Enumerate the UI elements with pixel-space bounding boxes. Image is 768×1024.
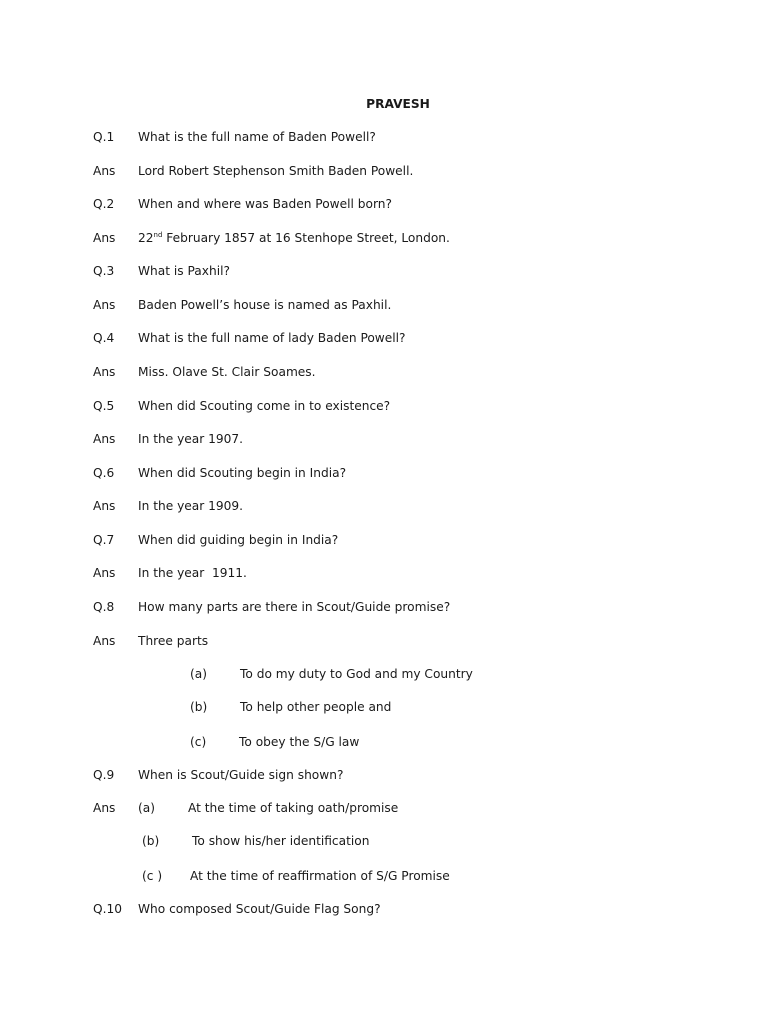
- answer-label: Ans: [93, 432, 116, 446]
- list-marker: (c): [190, 735, 207, 749]
- answer-label: Ans: [93, 499, 116, 513]
- answer-label: Ans: [93, 298, 116, 312]
- answer-text: In the year 1911.: [138, 566, 247, 580]
- answer-text: [138, 231, 450, 245]
- answer-text: Baden Powell’s house is named as Paxhil.: [138, 298, 392, 312]
- question-text: What is Paxhil?: [138, 264, 230, 278]
- question-label: Q.6: [93, 466, 115, 480]
- question-label: Q.1: [93, 130, 115, 144]
- answer-label: Ans: [93, 231, 116, 245]
- question-text: What is the full name of Baden Powell?: [138, 130, 376, 144]
- question-text: What is the full name of lady Baden Powell?: [138, 331, 406, 345]
- list-text: At the time of reaffirmation of S/G Promise: [190, 869, 450, 883]
- answer-label: Ans: [93, 164, 116, 178]
- answer-label: Ans: [93, 634, 116, 648]
- answer-text: Lord Robert Stephenson Smith Baden Powell.: [138, 164, 414, 178]
- question-label: Q.9: [93, 768, 115, 782]
- answer-label: Ans: [93, 365, 116, 379]
- answer-text: Three parts: [138, 634, 209, 648]
- question-text: When is Scout/Guide sign shown?: [138, 768, 344, 782]
- answer-text-rest: February 1857 at 16 Stenhope Street, London.: [162, 231, 450, 245]
- ordinal-suffix: nd: [153, 231, 163, 239]
- question-text: Who composed Scout/Guide Flag Song?: [138, 902, 381, 916]
- document-title: PRAVESH: [366, 97, 430, 111]
- list-text: To show his/her identification: [192, 834, 370, 848]
- list-marker: (b): [190, 700, 208, 714]
- question-text: When did Scouting come in to existence?: [138, 399, 391, 413]
- question-label: Q.4: [93, 331, 115, 345]
- question-text: When did guiding begin in India?: [138, 533, 339, 547]
- question-label: Q.8: [93, 600, 115, 614]
- answer-text: In the year 1909.: [138, 499, 244, 513]
- list-marker: (c ): [142, 869, 163, 883]
- list-text: To obey the S/G law: [239, 735, 360, 749]
- question-label: Q.5: [93, 399, 115, 413]
- answer-label: Ans: [93, 801, 116, 815]
- question-label: Q.3: [93, 264, 115, 278]
- list-text: To help other people and: [240, 700, 392, 714]
- question-label: Q.2: [93, 197, 115, 211]
- list-marker: (b): [142, 834, 160, 848]
- list-marker: (a): [190, 667, 207, 681]
- list-text: To do my duty to God and my Country: [240, 667, 473, 681]
- question-label: Q.7: [93, 533, 115, 547]
- answer-text-day: 22: [138, 231, 154, 245]
- list-marker: (a): [138, 801, 155, 815]
- question-label: Q.10: [93, 902, 122, 916]
- question-text: When did Scouting begin in India?: [138, 466, 347, 480]
- answer-label: Ans: [93, 566, 116, 580]
- answer-text: Miss. Olave St. Clair Soames.: [138, 365, 316, 379]
- question-text: When and where was Baden Powell born?: [138, 197, 392, 211]
- list-text: At the time of taking oath/promise: [188, 801, 399, 815]
- answer-text: In the year 1907.: [138, 432, 244, 446]
- question-text: How many parts are there in Scout/Guide promise?: [138, 600, 451, 614]
